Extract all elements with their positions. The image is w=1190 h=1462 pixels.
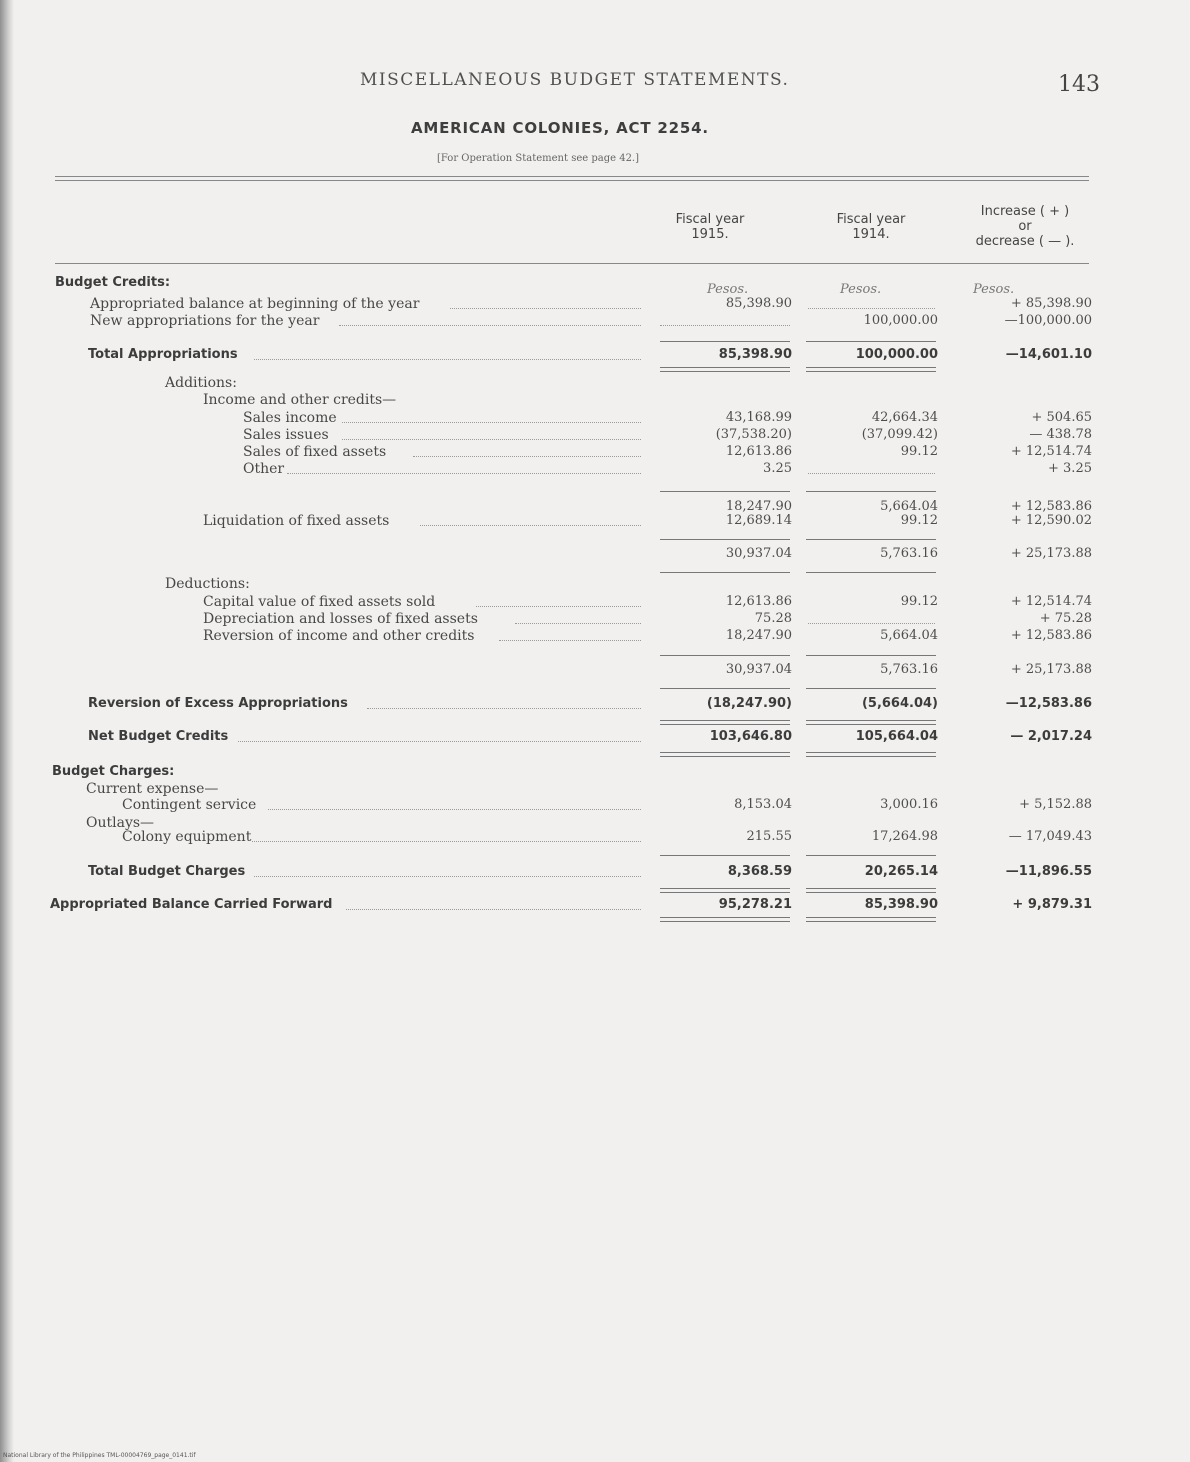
column-header-1914 [813, 212, 929, 242]
sum-rule-1914 [806, 655, 936, 656]
dot-leader [254, 359, 641, 360]
column-header-1915-line1: Fiscal year [675, 212, 745, 227]
sum-rule-1915 [660, 752, 790, 753]
sum-rule-1915 [660, 655, 790, 656]
cell-change: + 3.25 [1048, 461, 1092, 476]
cell-fiscal-1914: 42,664.34 [871, 410, 938, 425]
cell-change: + 25,173.88 [1010, 662, 1092, 677]
sum-rule-1914 [806, 491, 936, 492]
cell-fiscal-1914: 100,000.00 [855, 347, 938, 362]
scan-footer: National Library of the Philippines TML-00004769_page_0141.tif [3, 1452, 196, 1459]
sum-rule-1915 [660, 688, 790, 689]
sum-rule-1915 [660, 572, 790, 573]
column-header-change-line3: decrease ( — ). [975, 234, 1075, 249]
cell-fiscal-1914: 17,264.98 [871, 829, 938, 844]
statement-note: [For Operation Statement see page 42.] [437, 153, 640, 164]
row-label: Budget Credits: [55, 275, 171, 290]
sum-rule-1914 [806, 341, 936, 342]
cell-fiscal-1914: 20,265.14 [864, 864, 938, 879]
sum-rule-1914 [806, 572, 936, 573]
sum-rule-1915 [660, 341, 790, 342]
row-label: Reversion of Excess Appropriations [88, 696, 348, 711]
cell-change: + 12,514.74 [1010, 594, 1092, 609]
cell-fiscal-1914: 3,000.16 [880, 797, 938, 812]
cell-change: + 12,583.86 [1010, 499, 1092, 514]
cell-change: — 2,017.24 [1010, 729, 1092, 744]
sum-rule-1915 [660, 917, 790, 918]
cell-fiscal-1915: (18,247.90) [706, 696, 792, 711]
cell-change: —100,000.00 [1004, 313, 1092, 328]
cell-change: + 12,583.86 [1010, 628, 1092, 643]
row-label: Appropriated balance at beginning of the year [90, 296, 420, 312]
sum-rule-1914 [806, 756, 936, 757]
cell-fiscal-1915: 8,368.59 [727, 864, 792, 879]
cell-change: — 17,049.43 [1008, 829, 1092, 844]
cell-change: + 9,879.31 [1012, 897, 1092, 912]
cell-change: + 85,398.90 [1010, 296, 1092, 311]
cell-fiscal-1915: 12,613.86 [725, 594, 792, 609]
dot-leader [450, 308, 641, 309]
sum-rule-1914 [806, 888, 936, 889]
sum-rule-1914 [806, 724, 936, 725]
column-header-change-line2: or [1018, 219, 1032, 234]
cell-fiscal-1915: 12,689.14 [725, 513, 792, 528]
cell-fiscal-1914: (37,099.42) [861, 427, 938, 442]
column-header-change [955, 204, 1095, 249]
cell-fiscal-1915: 85,398.90 [718, 347, 792, 362]
dot-leader [367, 708, 641, 709]
cell-change: + 25,173.88 [1010, 546, 1092, 561]
cell-fiscal-1914: 99.12 [900, 513, 938, 528]
sum-rule-1915 [660, 367, 790, 368]
dot-leader [413, 456, 641, 457]
cell-fiscal-1915: 18,247.90 [725, 628, 792, 643]
cell-change: + 12,590.02 [1010, 513, 1092, 528]
sum-rule-1914 [806, 855, 936, 856]
empty-cell-leader [808, 473, 935, 474]
unit-label-change: Pesos. [973, 282, 1015, 297]
column-header-change-line1: Increase ( + ) [980, 204, 1070, 219]
dot-leader [287, 473, 641, 474]
column-header-1914-line2: 1914. [852, 227, 890, 242]
sum-rule-1914 [806, 892, 936, 893]
empty-cell-leader [660, 325, 790, 326]
cell-fiscal-1915: 8,153.04 [734, 797, 792, 812]
sum-rule-1914 [806, 371, 936, 372]
dot-leader [420, 525, 641, 526]
row-label: Deductions: [165, 576, 250, 592]
cell-change: —11,896.55 [1005, 864, 1092, 879]
dot-leader [342, 422, 641, 423]
cell-fiscal-1915: (37,538.20) [715, 427, 792, 442]
cell-change: — 438.78 [1029, 427, 1092, 442]
sum-rule-1915 [660, 756, 790, 757]
cell-change: + 12,514.74 [1010, 444, 1092, 459]
running-header: MISCELLANEOUS BUDGET STATEMENTS. [360, 70, 790, 90]
cell-change: —14,601.10 [1005, 347, 1092, 362]
cell-change: + 5,152.88 [1019, 797, 1092, 812]
dot-leader [346, 909, 641, 910]
sum-rule-1915 [660, 371, 790, 372]
dot-leader [342, 439, 641, 440]
sum-rule-1915 [660, 921, 790, 922]
row-label: Other [243, 461, 285, 477]
sum-rule-1914 [806, 688, 936, 689]
dot-leader [254, 876, 641, 877]
row-label: Contingent service [122, 797, 257, 813]
dot-leader [339, 325, 641, 326]
row-label: Total Appropriations [88, 347, 238, 362]
cell-fiscal-1914: (5,664.04) [861, 696, 938, 711]
row-label: Net Budget Credits [88, 729, 229, 744]
row-label: Total Budget Charges [88, 864, 246, 879]
cell-change: —12,583.86 [1005, 696, 1092, 711]
sum-rule-1914 [806, 539, 936, 540]
dot-leader [499, 640, 641, 641]
page-number: 143 [1058, 72, 1100, 97]
empty-cell-leader [808, 623, 935, 624]
unit-label-1915: Pesos. [707, 282, 749, 297]
row-label: Additions: [165, 375, 237, 391]
cell-fiscal-1914: 105,664.04 [855, 729, 938, 744]
row-label: Current expense— [86, 781, 219, 797]
cell-fiscal-1915: 30,937.04 [725, 662, 792, 677]
row-label: Capital value of fixed assets sold [203, 594, 436, 610]
cell-fiscal-1914: 5,763.16 [880, 662, 938, 677]
cell-fiscal-1914: 99.12 [900, 594, 938, 609]
sum-rule-1914 [806, 720, 936, 721]
sum-rule-1914 [806, 917, 936, 918]
dot-leader [252, 841, 641, 842]
sum-rule-1915 [660, 892, 790, 893]
cell-fiscal-1915: 43,168.99 [725, 410, 792, 425]
sum-rule-1915 [660, 724, 790, 725]
sum-rule-1915 [660, 720, 790, 721]
cell-change: + 504.65 [1031, 410, 1092, 425]
cell-fiscal-1914: 100,000.00 [863, 313, 938, 328]
cell-fiscal-1914: 99.12 [900, 444, 938, 459]
sum-rule-1915 [660, 888, 790, 889]
sum-rule-1915 [660, 491, 790, 492]
dot-leader [476, 606, 641, 607]
row-label: Outlays— [86, 815, 155, 831]
row-label: Sales income [243, 410, 337, 426]
column-header-1915 [665, 212, 755, 242]
sum-rule-1915 [660, 855, 790, 856]
top-rule [55, 176, 1089, 177]
column-header-1915-line2: 1915. [691, 227, 729, 242]
column-header-1914-line1: Fiscal year [836, 212, 906, 227]
cell-change: + 75.28 [1039, 611, 1092, 626]
cell-fiscal-1915: 103,646.80 [709, 729, 792, 744]
cell-fiscal-1915: 95,278.21 [718, 897, 792, 912]
header-bottom-rule [55, 263, 1089, 264]
cell-fiscal-1915: 75.28 [754, 611, 792, 626]
row-label: Appropriated Balance Carried Forward [50, 897, 333, 912]
cell-fiscal-1915: 3.25 [763, 461, 792, 476]
top-rule-2 [55, 180, 1089, 181]
row-label: Income and other credits— [203, 392, 397, 408]
sum-rule-1914 [806, 367, 936, 368]
cell-fiscal-1914: 5,664.04 [880, 628, 938, 643]
row-label: Sales of fixed assets [243, 444, 387, 460]
unit-label-1914: Pesos. [840, 282, 882, 297]
statement-title: AMERICAN COLONIES, ACT 2254. [411, 119, 709, 137]
row-label: Liquidation of fixed assets [203, 513, 390, 529]
cell-fiscal-1915: 30,937.04 [725, 546, 792, 561]
sum-rule-1915 [660, 539, 790, 540]
row-label: Colony equipment [122, 829, 252, 845]
cell-fiscal-1915: 215.55 [746, 829, 792, 844]
row-label: Depreciation and losses of fixed assets [203, 611, 478, 627]
dot-leader [268, 809, 641, 810]
scan-edge-shadow [0, 0, 14, 1462]
dot-leader [238, 741, 641, 742]
cell-fiscal-1914: 85,398.90 [864, 897, 938, 912]
cell-fiscal-1915: 18,247.90 [725, 499, 792, 514]
row-label: New appropriations for the year [90, 313, 320, 329]
row-label: Reversion of income and other credits [203, 628, 475, 644]
row-label: Sales issues [243, 427, 329, 443]
cell-fiscal-1915: 12,613.86 [725, 444, 792, 459]
sum-rule-1914 [806, 752, 936, 753]
cell-fiscal-1914: 5,664.04 [880, 499, 938, 514]
sum-rule-1914 [806, 921, 936, 922]
row-label: Budget Charges: [52, 764, 175, 779]
cell-fiscal-1914: 5,763.16 [880, 546, 938, 561]
cell-fiscal-1915: 85,398.90 [725, 296, 792, 311]
empty-cell-leader [808, 308, 935, 309]
dot-leader [515, 623, 641, 624]
